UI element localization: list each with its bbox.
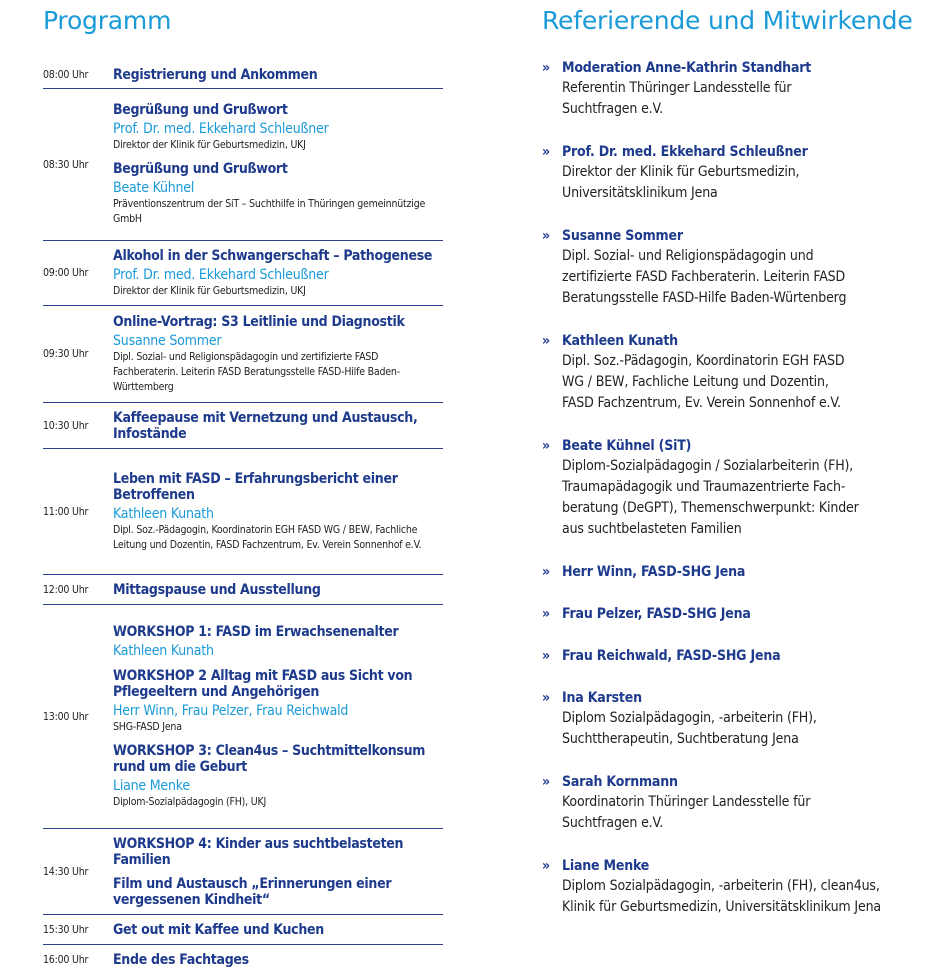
bullet-icon: » bbox=[542, 606, 551, 622]
program-item bbox=[113, 922, 443, 938]
slot-time: 10:30 Uhr bbox=[43, 419, 89, 432]
item-title: Film und Austausch „Erinnerungen einer vergessenen Kindheit“ bbox=[113, 875, 392, 908]
speaker-affiliation: Diplom-Sozialpädagogin (FH), UKJ bbox=[113, 795, 267, 808]
item-title: WORKSHOP 2 Alltag mit FASD aus Sicht von Pflegeeltern und Angehörigen bbox=[113, 667, 413, 700]
speaker-affiliation: Dipl. Soz.-Pädagogin, Koordinatorin EGH FASD WG / BEW, Fachliche Leitung und Dozentin, FASD Fachzentrum, Ev. Verein Sonnenhof e.V. bbox=[113, 523, 422, 551]
schedule-slot bbox=[43, 829, 443, 915]
bullet-icon: » bbox=[542, 858, 551, 874]
item-title: Kaffeepause mit Vernetzung und Austausch, Infostände bbox=[113, 409, 418, 442]
schedule-slot bbox=[43, 605, 443, 829]
program-item bbox=[113, 102, 443, 153]
slot-time: 08:00 Uhr bbox=[43, 69, 89, 81]
program-item bbox=[113, 410, 443, 442]
bullet-icon: » bbox=[542, 228, 551, 244]
slot-time: 09:30 Uhr bbox=[43, 348, 89, 360]
slot-time: 14:30 Uhr bbox=[43, 865, 89, 878]
referent-description: WG / BEW, Fachliche Leitung und Dozentin, bbox=[562, 374, 829, 390]
speaker-name: Prof. Dr. med. Ekkehard Schleußner bbox=[113, 266, 329, 283]
slot-body bbox=[113, 102, 443, 227]
program-item bbox=[113, 836, 443, 868]
item-title: Begrüßung und Grußwort bbox=[113, 102, 288, 118]
slot-time: 11:00 Uhr bbox=[43, 505, 89, 518]
referent-name: Sarah Kornmann bbox=[562, 774, 678, 790]
speaker-name: Beate Kühnel bbox=[113, 180, 195, 196]
schedule-slot bbox=[43, 241, 443, 306]
slot-time: 16:00 Uhr bbox=[43, 954, 89, 966]
bullet-icon: » bbox=[542, 564, 551, 580]
slot-body bbox=[113, 314, 443, 395]
schedule-slot bbox=[43, 575, 443, 605]
schedule-slot bbox=[43, 62, 443, 89]
program-item bbox=[113, 624, 443, 660]
slot-body bbox=[113, 248, 443, 299]
bullet-icon: » bbox=[542, 438, 551, 454]
referent-entry bbox=[542, 604, 935, 624]
schedule-slot bbox=[43, 449, 443, 575]
referent-entry bbox=[542, 331, 935, 414]
program-item bbox=[113, 161, 443, 227]
referent-description: Beratungsstelle FASD-Hilfe Baden-Würtenberg bbox=[562, 290, 847, 306]
schedule-slot bbox=[43, 306, 443, 403]
slot-body bbox=[113, 836, 443, 908]
bullet-icon: » bbox=[542, 774, 551, 790]
referent-description: Direktor der Klinik für Geburtsmedizin, bbox=[562, 164, 800, 180]
item-title: Leben mit FASD – Erfahrungsbericht einer Betroffenen bbox=[113, 470, 398, 503]
program-item bbox=[113, 314, 443, 395]
speaker-affiliation: SHG-FASD Jena bbox=[113, 720, 182, 733]
referent-description: Referentin Thüringer Landesstelle für bbox=[562, 80, 792, 96]
slot-body bbox=[113, 471, 443, 553]
slot-time: 12:00 Uhr bbox=[43, 583, 89, 596]
referent-name: Beate Kühnel (SiT) bbox=[562, 438, 692, 454]
program-item bbox=[113, 471, 443, 553]
referents-list bbox=[542, 58, 935, 918]
slot-body bbox=[113, 67, 443, 83]
program-item bbox=[113, 582, 443, 598]
referent-name: Moderation Anne-Kathrin Standhart bbox=[562, 60, 812, 76]
schedule-slot bbox=[43, 89, 443, 241]
program-item bbox=[113, 743, 443, 810]
slot-time: 08:30 Uhr bbox=[43, 158, 89, 171]
speaker-name: Prof. Dr. med. Ekkehard Schleußner bbox=[113, 121, 329, 137]
referent-name: Ina Karsten bbox=[562, 690, 642, 706]
slot-body bbox=[113, 624, 443, 810]
referent-entry bbox=[542, 856, 935, 918]
item-title: WORKSHOP 1: FASD im Erwachsenenalter bbox=[113, 623, 399, 640]
bullet-icon: » bbox=[542, 333, 551, 349]
item-title: WORKSHOP 4: Kinder aus suchtbelasteten Familien bbox=[113, 835, 404, 868]
slot-time: 09:00 Uhr bbox=[43, 267, 89, 279]
referent-description: Diplom Sozialpädagogin, -arbeiterin (FH), bbox=[562, 710, 817, 726]
speaker-name: Kathleen Kunath bbox=[113, 642, 214, 659]
speaker-affiliation: Präventionszentrum der SiT – Suchthilfe in Thüringen gemeinnützige GmbH bbox=[113, 198, 426, 225]
item-title: Alkohol in der Schwangerschaft – Pathogenese bbox=[113, 247, 433, 264]
referent-description: zertifizierte FASD Fachberaterin. Leiterin FASD bbox=[562, 269, 846, 285]
speaker-affiliation: Direktor der Klinik für Geburtsmedizin, UKJ bbox=[113, 139, 306, 151]
slot-time: 13:00 Uhr bbox=[43, 710, 89, 723]
speaker-name: Liane Menke bbox=[113, 777, 190, 794]
referent-name: Herr Winn, FASD-SHG Jena bbox=[562, 564, 746, 580]
referent-entry bbox=[542, 688, 935, 750]
referent-name: Susanne Sommer bbox=[562, 228, 683, 244]
slot-time: 15:30 Uhr bbox=[43, 923, 89, 936]
referent-description: Suchtfragen e.V. bbox=[562, 815, 664, 831]
bullet-icon: » bbox=[542, 690, 551, 706]
schedule-slot bbox=[43, 945, 443, 975]
speaker-name: Susanne Sommer bbox=[113, 332, 222, 349]
speaker-name: Herr Winn, Frau Pelzer, Frau Reichwald bbox=[113, 702, 349, 719]
slot-body bbox=[113, 952, 443, 968]
referent-description: Diplom Sozialpädagogin, -arbeiterin (FH), clean4us, bbox=[562, 878, 880, 894]
program-item bbox=[113, 668, 443, 735]
program-item bbox=[113, 876, 443, 908]
referent-description: FASD Fachzentrum, Ev. Verein Sonnenhof e.V. bbox=[562, 395, 841, 411]
referent-entry bbox=[542, 226, 935, 309]
referent-entry bbox=[542, 646, 935, 666]
referent-name: Liane Menke bbox=[562, 858, 650, 874]
program-item bbox=[113, 67, 443, 83]
schedule-slot bbox=[43, 403, 443, 449]
referents-heading: Referierende und Mitwirkende bbox=[542, 6, 913, 35]
item-title: Begrüßung und Grußwort bbox=[113, 161, 288, 177]
program-item bbox=[113, 248, 443, 299]
speaker-affiliation: Direktor der Klinik für Geburtsmedizin, UKJ bbox=[113, 284, 306, 297]
referent-name: Prof. Dr. med. Ekkehard Schleußner bbox=[562, 144, 808, 160]
referent-description: Traumapädagogik und Traumazentrierte Fach- bbox=[562, 479, 846, 495]
referent-description: Suchtfragen e.V. bbox=[562, 101, 664, 117]
program-item bbox=[113, 952, 443, 968]
referent-description: Koordinatorin Thüringer Landesstelle für bbox=[562, 794, 811, 810]
slot-body bbox=[113, 410, 443, 442]
referent-description: aus suchtbelasteten Familien bbox=[562, 521, 742, 537]
program-heading: Programm bbox=[43, 6, 172, 35]
item-title: Ende des Fachtages bbox=[113, 952, 249, 968]
referent-name: Frau Reichwald, FASD-SHG Jena bbox=[562, 648, 781, 664]
referent-entry bbox=[542, 436, 935, 540]
item-title: Mittagspause und Ausstellung bbox=[113, 581, 321, 598]
referent-entry bbox=[542, 58, 935, 120]
referent-description: Suchttherapeutin, Suchtberatung Jena bbox=[562, 731, 799, 747]
item-title: Get out mit Kaffee und Kuchen bbox=[113, 921, 324, 938]
schedule-slot bbox=[43, 915, 443, 945]
referent-entry bbox=[542, 772, 935, 834]
referent-description: Klinik für Geburtsmedizin, Universitätsklinikum Jena bbox=[562, 899, 881, 915]
referent-description: Universitätsklinikum Jena bbox=[562, 185, 718, 201]
referent-name: Kathleen Kunath bbox=[562, 333, 678, 349]
bullet-icon: » bbox=[542, 648, 551, 664]
referent-description: Dipl. Soz.-Pädagogin, Koordinatorin EGH FASD bbox=[562, 353, 845, 369]
referent-description: beratung (DeGPT), Themenschwerpunkt: Kinder bbox=[562, 500, 859, 516]
speaker-name: Kathleen Kunath bbox=[113, 505, 214, 522]
speaker-affiliation: Dipl. Sozial- und Religionspädagogin und zertifizierte FASD Fachberaterin. Leiterin FASD Beratungsstelle FASD-Hilfe Baden-Württemberg bbox=[113, 350, 400, 393]
item-title: Registrierung und Ankommen bbox=[113, 67, 318, 83]
referent-description: Diplom-Sozialpädagogin / Sozialarbeiterin (FH), bbox=[562, 458, 854, 474]
bullet-icon: » bbox=[542, 60, 551, 76]
referent-name: Frau Pelzer, FASD-SHG Jena bbox=[562, 606, 751, 622]
referent-description: Dipl. Sozial- und Religionspädagogin und bbox=[562, 248, 814, 264]
referent-entry bbox=[542, 142, 935, 204]
bullet-icon: » bbox=[542, 144, 551, 160]
program-schedule bbox=[43, 62, 443, 975]
slot-body bbox=[113, 922, 443, 938]
item-title: WORKSHOP 3: Clean4us – Suchtmittelkonsum rund um die Geburt bbox=[113, 742, 426, 775]
slot-body bbox=[113, 582, 443, 598]
referent-entry bbox=[542, 562, 935, 582]
item-title: Online-Vortrag: S3 Leitlinie und Diagnostik bbox=[113, 313, 405, 330]
